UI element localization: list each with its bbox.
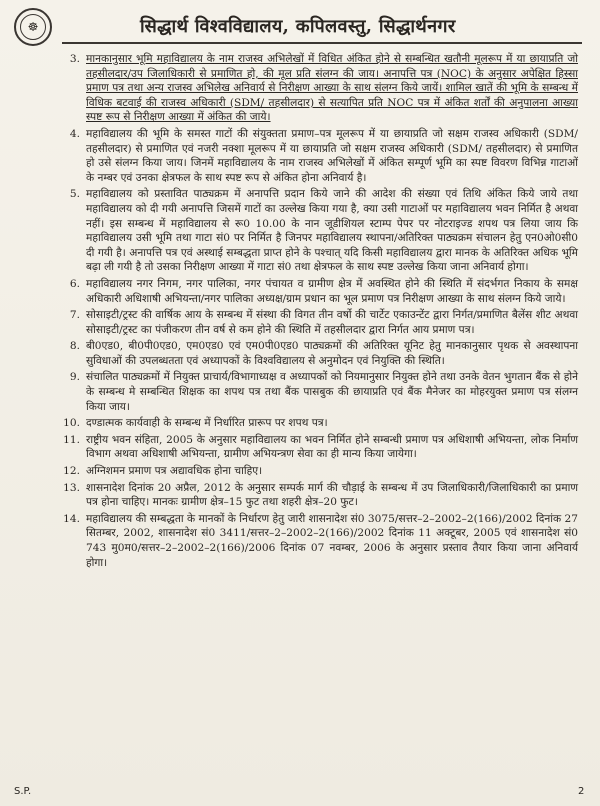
document-body bbox=[58, 52, 578, 572]
list-item bbox=[58, 339, 578, 368]
list-item bbox=[58, 52, 578, 125]
list-item bbox=[58, 416, 578, 431]
list-item bbox=[58, 187, 578, 275]
page-title: सिद्धार्थ विश्वविद्यालय, कपिलवस्तु, सिद्धार्थनगर bbox=[140, 16, 456, 37]
university-logo-icon bbox=[14, 8, 52, 46]
list-item bbox=[58, 464, 578, 479]
item-number: 9. bbox=[69, 371, 80, 384]
item-text: महाविद्यालय की भूमि के समस्त गाटों की संयुक्तता प्रमाण–पत्र मूलरूप में या छायाप्रति जो सक्षम राजस्व अधिकारी (SDM/तहसीलदार) से प्रमाणित एवं नजरी नक्शा मूलरूप में या छायाप्रति जो सक्षम राजस्व अधिकारी (SDM/ तहसीलदार) से प्रमाणित हो उसे संलग्न किया जाय। जिनमें महाविद्यालय के नाम राजस्व अभिलेखों में अंकित सम्पूर्ण भूमि का स्पष्ट विवरण विभिन्न गाटाओं के नम्बर एवं उनका क्षेत्रफल के साथ स्पष्ट रूप से अंकित होना अनिवार्य है। bbox=[86, 127, 578, 184]
item-number: 10. bbox=[63, 417, 80, 430]
item-number: 14. bbox=[63, 512, 80, 525]
item-number: 6. bbox=[69, 277, 80, 290]
item-number: 11. bbox=[63, 433, 80, 446]
item-text: बी0एड0, बी0पी0एड0, एम0एड0 एवं एम0पी0एड0 पाठ्यक्रमों की अतिरिक्त यूनिट हेतु मानकानुसार पृथक से अवस्थापना सुविधाओं की उपलब्धतता एवं अध्यापकों के विश्वविद्यालय से अनुमोदन एवं नियुक्ति की स्थिति। bbox=[86, 340, 578, 367]
item-number: 13. bbox=[63, 481, 80, 494]
item-number: 8. bbox=[69, 340, 80, 353]
list-item bbox=[58, 277, 578, 306]
item-number: 12. bbox=[63, 465, 80, 478]
footer-initials: S.P. bbox=[14, 786, 32, 797]
item-text: शासनादेश दिनांक 20 अप्रैल, 2012 के अनुसार सम्पर्क मार्ग की चौड़ाई के सम्बन्ध में उप जिलाधिकारी/जिलाधिकारी का प्रमाण पत्र होना चाहिए। मानकः ग्रामीण क्षेत्र–15 फुट तथा शहरी क्षेत्र–20 फुट। bbox=[86, 481, 578, 509]
item-text: मानकानुसार भूमि महाविद्यालय के नाम राजस्व अभिलेखों में विधित अंकित होने से सम्बन्धित खतौनी मूलरूप में या छायाप्रति जो तहसीलदार/उप जिलाधिकारी से प्रमाणित हो, की मूल प्रति संलग्न की जाय। अनापत्ति पत्र (NOC) के अनुसार अपेक्षित हिस्सा प्रमाण पत्र तथा अन्य राजस्व अभिलेख अनिवार्य से निरीक्षण आख्या के साथ संलग्न किये जायें। शामिल खातें की भूमि के सम्बन्ध में विधिक बटवाई की राजस्व अधिकारी (SDM/ तहसीलदार) से सत्यापित प्रति NOC पत्र में अंकित शर्तों की अनुपालना आख्या स्पष्ट रूप से निरीक्षण आख्या में अंकित की जाये। bbox=[86, 53, 578, 124]
item-number: 4. bbox=[69, 127, 80, 140]
item-text: राष्ट्रीय भवन संहिता, 2005 के अनुसार महाविद्यालय का भवन निर्मित होने सम्बन्धी प्रमाण पत्र अधिशाषी अभियन्ता, लोक निर्माण विभाग अथवा अधिशाषी अभियन्ता, ग्रामीण अभियन्त्रण सेवा का ही मान्य किया जायेगा। bbox=[86, 433, 578, 461]
list-item bbox=[58, 370, 578, 414]
page-number: 2 bbox=[578, 786, 585, 797]
list-item bbox=[58, 512, 578, 570]
item-text: महाविद्यालय की सम्बद्धता के मानकों के निर्धारण हेतु जारी शासनादेश सं0 3075/सत्तर–2–2002–2(166)/2002 दिनांक 27 सितम्बर, 2002, शासनादेश सं0 3411/सत्तर–2–2002–2(166)/2002 दिनांक 11 अक्टूबर, 2005 एवं शासनादेश सं0 743 मु0म0/सत्तर–2–2002–2(166)/2006 दिनांक 07 नवम्बर, 2006 के अनुसार प्रस्ताव तैयार किया जाना अनिवार्य होगा। bbox=[86, 512, 578, 569]
item-text: अग्निशमन प्रमाण पत्र अद्यावधिक होना चाहिए। bbox=[86, 465, 263, 478]
logo-emblem: ☸ bbox=[20, 14, 46, 40]
item-text: महाविद्यालय नगर निगम, नगर पालिका, नगर पंचायत व ग्रामीण क्षेत्र में अवस्थित होने की स्थिति में संदर्भगत निकाय के समक्ष अधिकारी अधिशाषी अभियन्ता/नगर पालिका अध्यक्ष/ग्राम प्रधान का भूल प्रमाण पत्र निरीक्षण आख्या के साथ संलग्न किये जाये। bbox=[86, 277, 578, 305]
header-divider bbox=[62, 42, 582, 44]
item-number: 7. bbox=[69, 309, 80, 322]
item-text: सोसाइटी/ट्रस्ट की वार्षिक आय के सम्बन्ध में संस्था की विगत तीन वर्षो की चार्टेट एकाउन्टेंट द्वारा निर्गत/प्रमाणित बैलेंस शीट अथवा सोसाइटी/ट्रस्ट का पंजीकरण तीन वर्ष से कम होने की स्थिति में तहसीलदार द्वारा निर्गत आय प्रमाण पत्र। bbox=[86, 309, 578, 336]
list-item bbox=[58, 481, 578, 510]
list-item bbox=[58, 433, 578, 462]
list-item bbox=[58, 308, 578, 337]
item-number: 3. bbox=[69, 53, 80, 65]
item-text: संचालित पाठ्यक्रमों में नियुक्त प्राचार्य/विभागाध्यक्ष व अध्यापकों को नियमानुसार नियुक्त होने तथा उनके वेतन भुगतान बैंक से होने के सम्बन्ध मे सम्बन्धित शिक्षक का शपथ पत्र तथा बैंक पासबुक की छायाप्रति एवं बैंक मैनेजर का मोहरयुक्त प्रमाण पत्र संलग्न किया जाय। bbox=[86, 371, 578, 413]
item-number: 5. bbox=[69, 188, 80, 201]
item-text: दण्डात्मक कार्यवाही के सम्बन्ध में निर्धारित प्रारूप पर शपथ पत्र। bbox=[86, 417, 328, 430]
list-item bbox=[58, 127, 578, 185]
item-text: महाविद्यालय को प्रस्तावित पाठ्यक्रम में अनापत्ति प्रदान किये जाने की आदेश की संख्या एवं तिथि अंकित किये जाये तथा महाविद्यालय को दी गयी अनापत्ति जिसमें गाटों का उल्लेख किया गया है, क्या उसी गाटाओं पर महाविद्यालय भवन निर्मित है अथवा नहीं। इस सम्बन्ध में महाविद्यालय से रू0 10.00 के नान जूडीशियल स्टाम्प पेपर पर नोटराइज्ड शपथ पत्र लिया जाय कि महाविद्यालय उसी भूमि तथा गाटा सं0 पर निर्मित है जिनपर महाविद्यालय स्थापना/अतिरिक्त पाठ्यक्रम संचालन हेतु एन0ओ0सी0 दी गयी है। अनापत्ति पत्र एवं अस्थाई सम्बद्धता प्राप्त होने के पश्चात् यदि किसी महाविद्यालय द्वारा मानक के अतिरिक्त अधिक भूमि बढ़ा ली गयी है तो उसका निरीक्षण आख्या में गाटा सं0 तथा क्षेत्रफल के साथ स्पष्ट उल्लेख किया जाना अनिवार्य होगा। bbox=[86, 188, 578, 274]
